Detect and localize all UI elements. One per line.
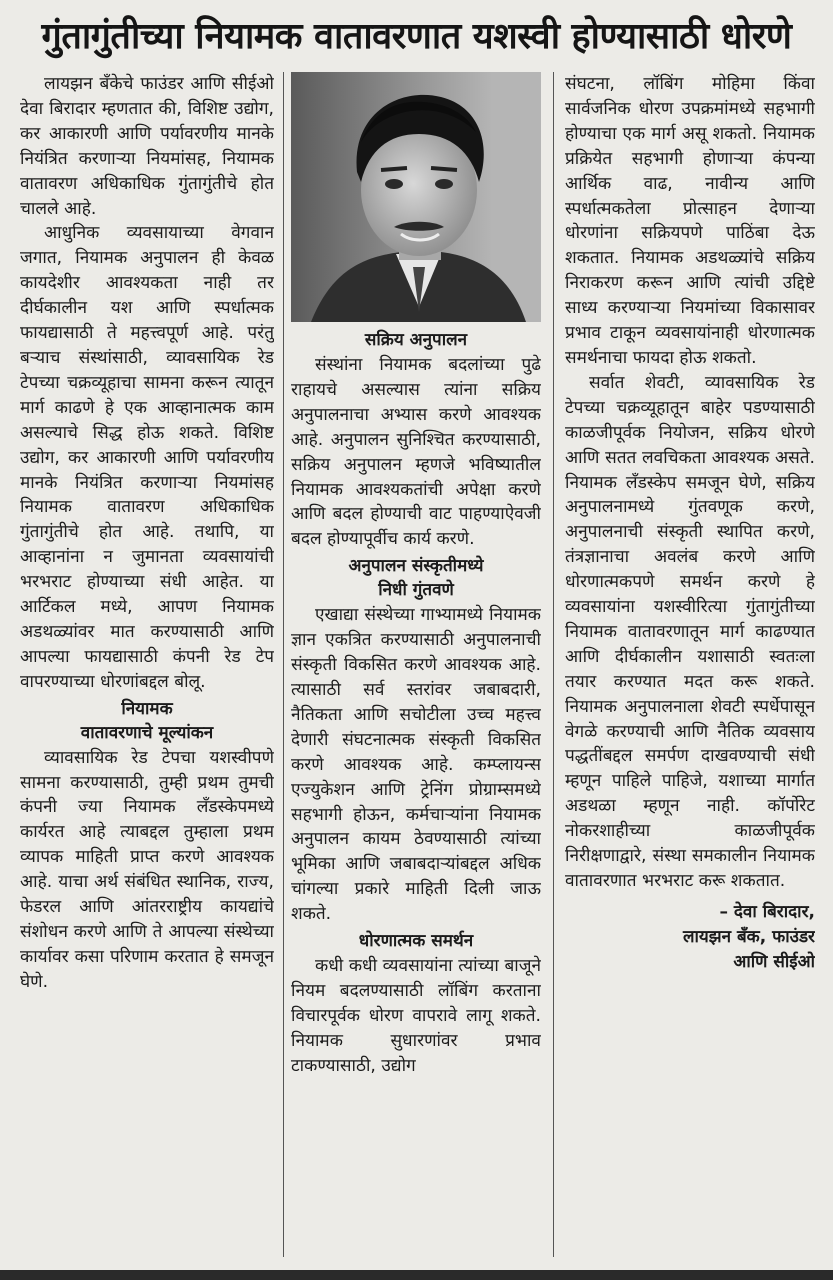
signoff-line: – देवा बिरादार,: [719, 901, 815, 922]
subheading: सक्रिय अनुपालन: [364, 330, 468, 350]
author-signoff: [565, 900, 815, 975]
paragraph: सर्वात शेवटी, व्यावसायिक रेड टेपच्या चक्रव्यूहातून बाहेर पडण्यासाठी काळजीपूर्वक नियोजन, सक्रिय धोरणे आणि सतत लवचिकता आवश्यक असते. नियामक लँडस्केप समजून घेणे, सक्रिय अनुपालनामध्ये गुंतवणूक करणे, अनुपालनाची संस्कृती स्थापित करणे, तंत्रज्ञानाचा अवलंब करणे आणि धोरणात्मकपणे समर्थन करणे हे व्यवसायांना यशस्वीरित्या गुंतागुंतीच्या नियामक वातावरणातून मार्ग काढण्यात आणि दीर्घकालीन यशासाठी स्वतःला तयार करण्यात मदत करू शकते. नियामक अनुपालनाला शेवटी स्पर्धेपासून वेगळे करण्याची आणि नैतिक व्यवसाय पद्धतींबद्दल समर्पण दाखवण्याची संधी म्हणून पाहिले पाहिजे, यशाच्या मार्गात अडथळा म्हणून नाही. कॉर्पोरेट नोकरशाहीच्या काळजीपूर्वक निरीक्षणाद्वारे, संस्था समकालीन नियामक वातावरणात भरभराट करू शकतात.: [565, 372, 815, 891]
subheading: [291, 554, 541, 602]
portrait-image: [291, 72, 541, 322]
paragraph: संस्थांना नियामक बदलांच्या पुढे राहायचे असल्यास त्यांना सक्रिय अनुपालनाचा अभ्यास करणे आवश्यक आहे. अनुपालन सुनिश्चित करण्यासाठी, सक्रिय अनुपालन म्हणजे भविष्यातील नियामक आवश्यकतांची अपेक्षा करणे आणि बदल होण्याची वाट पाहण्याऐवजी बदल होण्यापूर्वीच कार्य करणे.: [291, 355, 541, 550]
subheading-line: नियामक: [121, 698, 173, 719]
subheading: धोरणात्मक समर्थन: [358, 931, 474, 952]
paragraph: एखाद्या संस्थेच्या गाभ्यामध्ये नियामक ज्ञान एकत्रित करण्यासाठी अनुपालनाची संस्कृती विकसित करणे आवश्यक आहे. त्यासाठी सर्व स्तरांवर जबाबदारी, नैतिकता आणि सचोटीला उच्च महत्त्व देणारी संघटनात्मक संस्कृती विकसित करणे आवश्यक आहे. कम्प्लायन्स एज्युकेशन आणि ट्रेनिंग प्रोग्राम्समध्ये सहभागी होऊन, कर्मचाऱ्यांना नियामक अनुपालन कायम ठेवण्यासाठी त्यांच्या भूमिका आणि जबाबदाऱ्यांबद्दल अधिक चांगल्या प्रकारे माहिती दिली जाऊ शकते.: [291, 605, 541, 925]
column-divider: [283, 72, 284, 1257]
column-middle: [291, 72, 541, 1262]
subheading-line: अनुपालन संस्कृतीमध्ये: [348, 556, 484, 577]
signoff-line: लायझन बँक, फाउंडर: [682, 926, 815, 947]
subheading-line: निधी गुंतवणे: [378, 580, 454, 601]
paragraph: आधुनिक व्यवसायाच्या वेगवान जगात, नियामक अनुपालन ही केवळ कायदेशीर आवश्यकता नाही तर दीर्घकालीन यश आणि स्पर्धात्मक फायद्यासाठी ते महत्त्वपूर्ण आहे. परंतु बऱ्याच संस्थांसाठी, व्यावसायिक रेड टेपच्या चक्रव्यूहाचा सामना करून त्यातून मार्ग काढणे हे एक आव्हानात्मक काम असल्याचे सिद्ध होऊ शकते. विशिष्ट उद्योग, कर आकारणी आणि पर्यावरणीय मानके नियंत्रित करणाऱ्या नियमांसह नियामक वातावरण अधिकाधिक गुंतागुंतीचे होत आहे. तथापि, या आव्हानांना न जुमानता व्यवसायांची भरभराट होण्याच्या संधी आहेत. या आर्टिकल मध्ये, आपण नियामक अडथळ्यांवर मात करण्यासाठी आणि आपल्या फायद्यासाठी कंपनी रेड टेप वापरण्याच्या धोरणांबद्दल बोलू.: [20, 223, 274, 692]
paragraph: व्यावसायिक रेड टेपचा यशस्वीपणे सामना करण्यासाठी, तुम्ही प्रथम तुमची कंपनी ज्या नियामक लँडस्केपमध्ये कार्यरत आहे त्याबद्दल तुम्हाला प्रथम व्यापक माहिती प्राप्त करणे आवश्यक आहे. याचा अर्थ संबंधित स्थानिक, राज्य, फेडरल आणि आंतरराष्ट्रीय कायद्यांचे संशोधन करणे आणि ते आपल्या संस्थेच्या कार्यावर कसा परिणाम करतात हे समजून घेणे.: [20, 747, 274, 992]
headline: गुंतागुंतीच्या नियामक वातावरणात यशस्वी होण्यासाठी धोरणे: [41, 16, 792, 57]
column-left: [20, 72, 274, 1262]
page-bottom-border: [0, 1270, 833, 1280]
signoff-line: आणि सीईओ: [733, 951, 815, 972]
subheading: [20, 697, 274, 745]
paragraph: लायझन बँकेचे फाउंडर आणि सीईओ देवा बिरादार म्हणतात की, विशिष्ट उद्योग, कर आकारणी आणि पर्यावरणीय मानके नियंत्रित करणाऱ्या नियमांसह, नियामक वातावरण अधिकाधिक गुंतागुंतीचे होत चालले आहे.: [20, 74, 274, 219]
paragraph: कधी कधी व्यवसायांना त्यांच्या बाजूने नियम बदलण्यासाठी लॉबिंग करताना विचारपूर्वक धोरण वापरावे लागू शकते. नियामक सुधारणांवर प्रभाव टाकण्यासाठी, उद्योग: [291, 956, 541, 1076]
subheading-line: वातावरणाचे मूल्यांकन: [80, 722, 214, 743]
author-photo: [291, 72, 541, 322]
paragraph: संघटना, लॉबिंग मोहिमा किंवा सार्वजनिक धोरण उपक्रमांमध्ये सहभागी होण्याचा एक मार्ग असू शकतो. नियामक प्रक्रियेत सहभागी होणाऱ्या कंपन्या आर्थिक वाढ, नावीन्य आणि स्पर्धात्मकतेला प्रोत्साहन देणाऱ्या धोरणांना सक्रियपणे पाठिंबा देऊ शकतात. नियामक अडथळ्यांचे सक्रिय निराकरण करून आणि त्यांची उद्दिष्टे साध्य करण्याऱ्या नियमांच्या विकासावर प्रभाव टाकून व्यवसायांनाही धोरणात्मक समर्थनाचा फायदा होऊ शकतो.: [565, 74, 815, 368]
column-right: [565, 72, 815, 1262]
column-divider: [553, 72, 554, 1257]
